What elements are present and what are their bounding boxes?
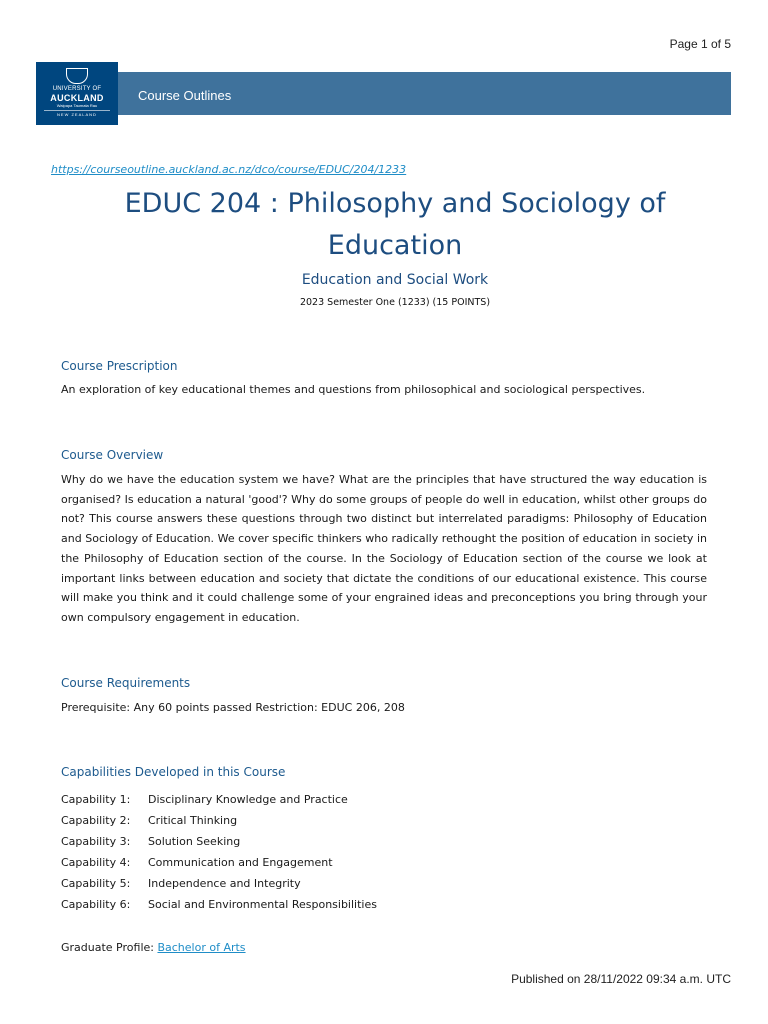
university-logo[interactable] xyxy=(36,62,118,125)
requirements-heading: Course Requirements xyxy=(61,676,191,690)
faculty-name: Education and Social Work xyxy=(301,272,489,288)
bachelor-of-arts-link[interactable]: Bachelor of Arts xyxy=(157,941,246,954)
capability-row xyxy=(61,894,377,915)
capability-row xyxy=(61,831,377,852)
course-url-link[interactable]: https://courseoutline.auckland.ac.nz/dco/course/EDUC/204/1233 xyxy=(51,163,407,176)
capability-row xyxy=(61,873,377,894)
graduate-profile xyxy=(61,941,246,954)
banner-label[interactable]: Course Outlines xyxy=(138,88,232,103)
capability-row xyxy=(61,852,377,873)
capability-label: Solution Seeking xyxy=(148,835,241,848)
capability-number: Capability 1: xyxy=(61,793,131,806)
page-number: Page 1 of 5 xyxy=(669,37,731,51)
capability-number: Capability 3: xyxy=(61,835,131,848)
prescription-text: An exploration of key educational themes and questions from philosophical and sociological perspectives. xyxy=(61,383,646,396)
logo-line1: UNIVERSITY OF xyxy=(52,86,102,92)
capability-row xyxy=(61,789,377,810)
graduate-profile-label: Graduate Profile: xyxy=(61,941,154,954)
capability-label: Independence and Integrity xyxy=(148,877,301,890)
capability-row xyxy=(61,810,377,831)
requirements-text: Prerequisite: Any 60 points passed Restriction: EDUC 206, 208 xyxy=(61,701,405,714)
semester-info: 2023 Semester One (1233) (15 POINTS) xyxy=(299,297,491,308)
logo-line4: NEW ZEALAND xyxy=(44,110,110,118)
capability-number: Capability 5: xyxy=(61,877,131,890)
capability-label: Communication and Engagement xyxy=(148,856,333,869)
capabilities-list xyxy=(61,789,377,915)
logo-line2: AUCKLAND xyxy=(50,93,104,103)
capability-number: Capability 4: xyxy=(61,856,131,869)
capability-label: Social and Environmental Responsibilities xyxy=(148,898,377,911)
crest-icon xyxy=(66,68,88,84)
logo-line3: Waipapa Taumata Rau xyxy=(56,103,98,108)
overview-text: Why do we have the education system we have? What are the principles that have structured the way education is organised? Is education a natural 'good'? Why do some groups of people do well in education, whilst other groups do not? This course answers these questions through two distinct but interrelated paradigms: Philosophy of Education and Sociology of Education. We cover specific thinkers who radically rethought the position of education in society in the Philosophy of Education section of the course. In the Sociology of Education section of the course we look at important links between education and society that dictate the conditions of our educational existence. This course will make you think and it could challenge some of your engrained ideas and preconceptions you bring through your own compulsory engagement in education. xyxy=(61,473,707,624)
capability-number: Capability 6: xyxy=(61,898,131,911)
capability-label: Disciplinary Knowledge and Practice xyxy=(148,793,348,806)
overview-heading: Course Overview xyxy=(61,448,164,462)
capability-number: Capability 2: xyxy=(61,814,131,827)
published-date: Published on 28/11/2022 09:34 a.m. UTC xyxy=(511,972,731,986)
capabilities-heading: Capabilities Developed in this Course xyxy=(61,765,286,779)
course-title: EDUC 204 : Philosophy and Sociology of Education xyxy=(124,188,666,261)
capability-label: Critical Thinking xyxy=(148,814,238,827)
prescription-heading: Course Prescription xyxy=(61,359,178,373)
